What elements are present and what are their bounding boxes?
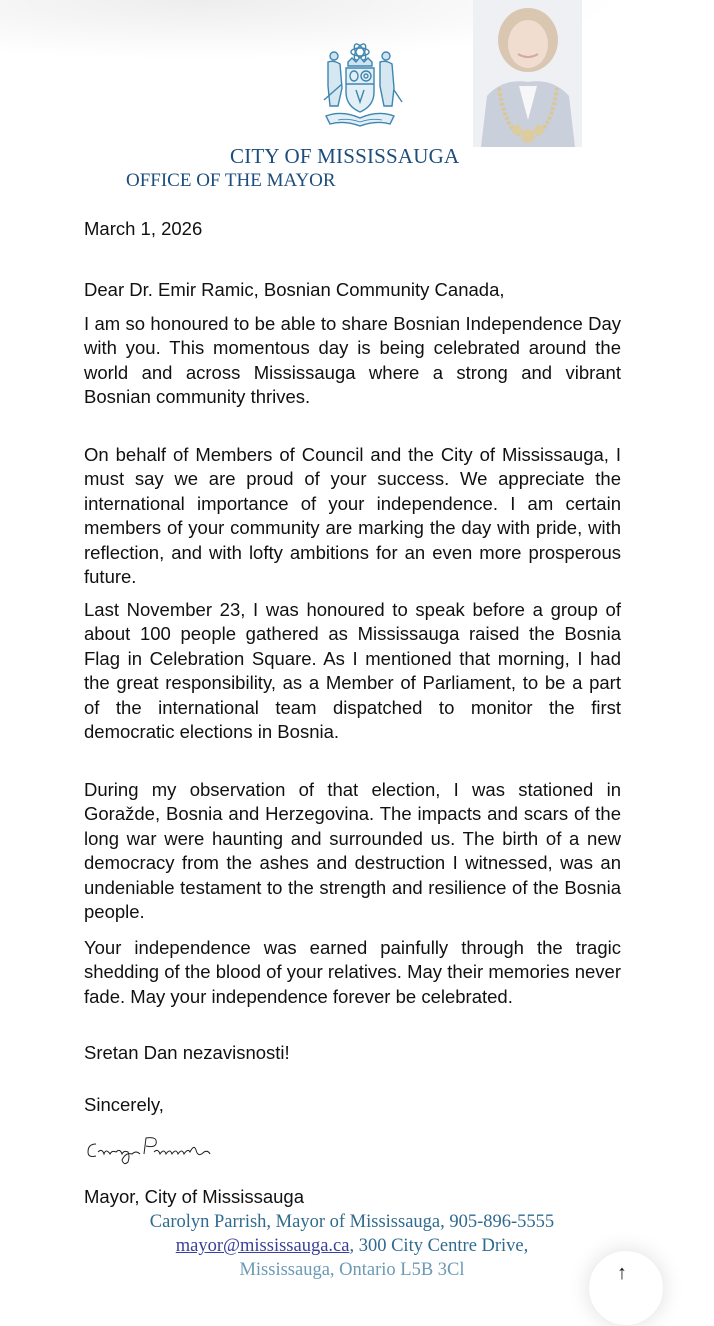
letter-paragraph: Your independence was earned painfully through the tragic shedding of the blood of your relatives. May their memories never fade. May your independence forever be celebrated. xyxy=(84,937,621,1007)
handwritten-signature xyxy=(84,1130,214,1170)
arrow-up-icon: ↑ xyxy=(617,1262,627,1284)
footer-contact-line: Carolyn Parrish, Mayor of Mississauga, 905-896-5555 xyxy=(149,1212,555,1232)
signer-title: Mayor, City of Mississauga xyxy=(84,1186,305,1207)
letter-paragraph: During my observation of that election, I was stationed in Goražde, Bosnia and Herzegovina. The impacts and scars of the long war were haunting and surrounded us. The birth of a new democracy from the ashes and destruction I witnessed, was an undeniable testament to the strength and resilience of the Bosnia people. xyxy=(84,779,621,923)
scroll-to-top-button[interactable] xyxy=(588,1250,664,1326)
sign-off: Sincerely, xyxy=(84,1094,164,1115)
letter-paragraph: On behalf of Members of Council and the City of Mississauga, I must say we are proud of your success. We appreciate the international importance of your independence. I am certain members of your community are marking the day with pride, with reflection, and with lofty ambitions for an even more prosperous future. xyxy=(84,444,621,588)
letter-salutation: Dear Dr. Emir Ramic, Bosnian Community Canada, xyxy=(84,279,505,300)
city-crest-icon xyxy=(312,40,408,136)
letter-date: March 1, 2026 xyxy=(84,218,203,239)
email-link[interactable]: mayor@mississauga.ca xyxy=(175,1236,350,1256)
letter-paragraph: I am so honoured to be able to share Bosnian Independence Day with you. This momentous day is being celebrated around the world and across Mississauga where a strong and vibrant Bosnian community thrives. xyxy=(84,313,621,408)
letter-paragraph: Last November 23, I was honoured to speak before a group of about 100 people gathered as Mississauga raised the Bosnia Flag in Celebration Square. As I mentioned that morning, I had the great responsibility, as a Member of Parliament, to be a part of the international team dispatched to monitor the first democratic elections in Bosnia. xyxy=(84,599,621,743)
letterhead-office-name: OFFICE OF THE MAYOR xyxy=(126,170,336,191)
letterhead-city-name: CITY OF MISSISSAUGA xyxy=(230,144,460,168)
footer-city-line: Mississauga, Ontario L5B 3Cl xyxy=(239,1260,465,1280)
closing-phrase: Sretan Dan nezavisnosti! xyxy=(84,1042,290,1063)
footer-street: , 300 City Centre Drive, xyxy=(349,1236,529,1256)
mayor-portrait xyxy=(473,0,582,147)
